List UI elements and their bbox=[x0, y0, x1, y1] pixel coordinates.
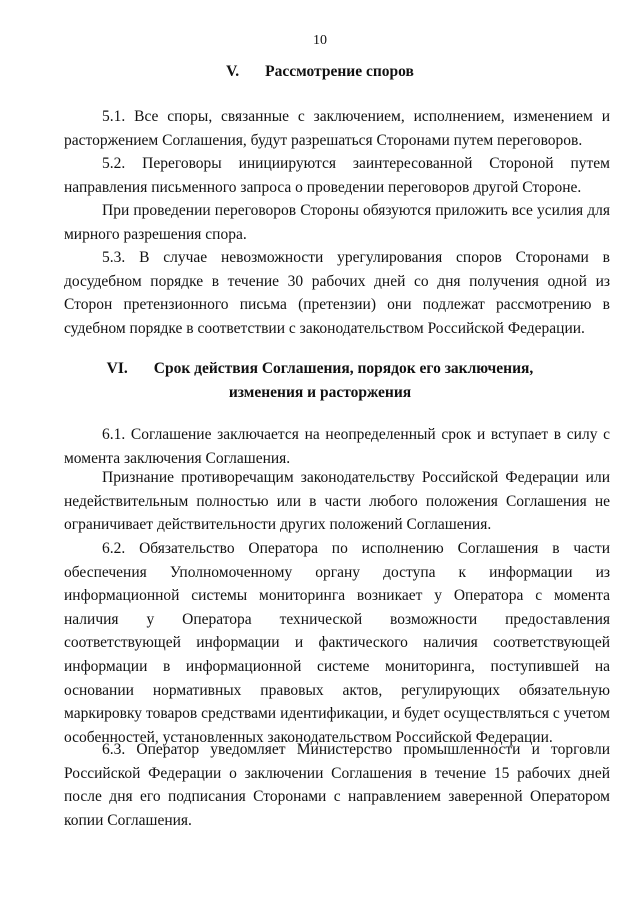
section-5-number: V. bbox=[226, 63, 240, 80]
paragraph-6-1: 6.1. Соглашение заключается на неопределенный срок и вступает в силу с момента заключения Соглашения. bbox=[64, 426, 610, 467]
paragraph-6-1-cont: Признание противоречащим законодательству Российской Федерации или недействительным полностью или в части любого положения Соглашения не ограничивает действительности других положений Соглашения. bbox=[64, 469, 610, 534]
paragraph-6-2: 6.2. Обязательство Оператора по исполнению Соглашения в части обеспечения Уполномоченному органу доступа к информации из информационной системы мониторинга возникает у Оператора с момента наличия у Оператора технической возможности предоставления соответствующей информации и фактического наличия соответствующей информации в информационной системе мониторинга, поступившей на основании нормативных правовых актов, регулирующих обязательную маркировку товаров средствами идентификации, и будет осуществляться с учетом особенностей, установленных законодательством Российской Федерации. bbox=[64, 540, 610, 746]
paragraph-5-2-cont: При проведении переговоров Стороны обязуются приложить все усилия для мирного разрешения спора. bbox=[64, 202, 610, 243]
section-6-title-line2: изменения и расторжения bbox=[228, 384, 412, 401]
paragraph-5-3: 5.3. В случае невозможности урегулирования споров Сторонами в досудебном порядке в течение 30 рабочих дней со дня получения одной из Сторон претензионного письма (претензии) они подлежат рассмотрению в судебном порядке в соответствии с законодательством Российской Федерации. bbox=[64, 249, 610, 337]
paragraph-5-1: 5.1. Все споры, связанные с заключением, исполнением, изменением и расторжением Соглашения, будут разрешаться Сторонами путем переговоров. bbox=[64, 108, 610, 149]
section-6-number: VI. bbox=[106, 360, 128, 377]
page-number: 10 bbox=[313, 33, 327, 48]
paragraph-6-3: 6.3. Оператор уведомляет Министерство промышленности и торговли Российской Федерации о заключении Соглашения в течение 15 рабочих дней после дня его подписания Сторонами с направлением заверенной Оператором копии Соглашения. bbox=[64, 741, 610, 829]
section-5-title: Рассмотрение споров bbox=[265, 63, 414, 80]
paragraph-5-2: 5.2. Переговоры инициируются заинтересованной Стороной путем направления письменного запроса о проведении переговоров другой Стороне. bbox=[64, 155, 610, 196]
section-6-heading bbox=[0, 357, 640, 405]
section-6-title-line1: Срок действия Соглашения, порядок его заключения, bbox=[153, 360, 534, 377]
section-5-heading bbox=[0, 60, 640, 84]
